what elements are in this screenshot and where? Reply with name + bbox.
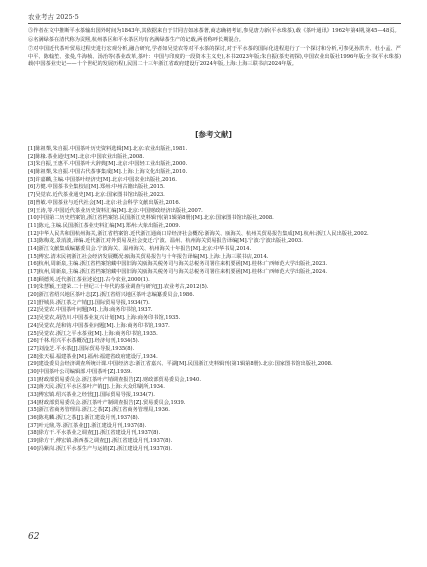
reference-item: [21]舒城县.浙江茶之产销[J].国际贸易导报,1934(7). (28, 299, 150, 306)
reference-item: [14]浙江文献集成编纂委员会.宁波海关、温州海关、杭州海关十年报告[M].北京:中华书局,2014. (28, 245, 252, 252)
reference-item: [30]中国茶叶公司编辑部.中国茶叶[Z].1939. (28, 368, 132, 375)
reference-item: [31]财政部贸易委员会.浙江茶叶产销调查报告[Z].财政部贸易委员会,1940. (28, 376, 201, 383)
reference-item: [11]陈元,主编.民国浙江茶业史料汇编[M].郑州:大象出版社,2009. (28, 222, 181, 229)
journal-header: 农业考古 2025·5 (28, 13, 79, 21)
reference-item: [34]财政部贸易委员会.浙江茶叶产制调查报告[Z].贸易委员会,1939. (28, 399, 186, 406)
reference-item: [18]顾德英.近代浙江茶业述论[J].古今农业,2000(1). (28, 276, 150, 283)
reference-item: [13]陈梅龙,景消波,译编.近代浙江对外贸易及社会变迁:宁波、温州、杭州海关贸易报告译编[M].宁波:宁波出版社,2003. (28, 238, 303, 245)
reference-item: [38]徐方干.平水茶业之调查[J].浙江省建设月刊,1937(8). (28, 430, 161, 437)
reference-item: [26]千林.绍兴平水茶概况[J].经济旬刊,1934(5). (28, 338, 140, 345)
reference-item: [16]杭州,周新泉,主编.浙江省档案馆藏中国旧海关瓯海关税务司与海关总税务司署往来机要函[M].桂林:广西师范大学出版社,2023. (28, 261, 328, 268)
reference-item: [8]曾敏.中国茶业与近代社会[M].北京:社会科学文献出版社,2016. (28, 199, 181, 206)
reference-item: [24]吴觉农,范和钧.中国茶业问题[M].上海:商务印书馆,1937. (28, 322, 170, 329)
reference-item: [2]陈椽.茶业通史[M].北京:中国农业出版社,2008. (28, 153, 145, 160)
footnote-5: ⑤作者在文中推断平水茶输出国外时间为1843年,其依据来自于甘同吉如冰茶著,商志确初考证,参见唐力新(平水珠茶),载《茶叶通讯》1962年第4期,第45—48页。 (28, 28, 400, 34)
references-list (28, 146, 401, 454)
reference-item: [3]朱自振,王惠平.中国茶叶大辞典[M].北京:中国轻工业出版社,2000. (28, 161, 188, 168)
reference-item: [40]冯紫岗.浙江平水茶生产与运销[Z].浙江建设月刊,1937(8). (28, 445, 173, 452)
footnotes (28, 28, 401, 70)
reference-item: [28]张天福.福建茶业[M].福州:福建省政府建设厅,1934. (28, 353, 158, 360)
reference-item: [27]刘淦芝.平水茶[J].国际贸易导报,1935(8). (28, 345, 135, 352)
reference-item: [15]傅宏.清末民初浙江社会经济发展概况:瓯海关贸易报告与十年报告译编[M].上海:上海三联书店,2014. (28, 253, 269, 260)
reference-item: [23]吴觉农,胡浩川.中国茶业复兴计划[M].上海:商务印书馆,1935. (28, 315, 181, 322)
reference-item: [33]傅宏镇.绍兴茶业之经营[J].国际贸易导报,1934(7). (28, 392, 155, 398)
reference-item: [25]吴觉农.浙江之平水茶业[M].上海:商务印书馆,1935. (28, 330, 158, 337)
page-number: 62 (28, 532, 40, 542)
reference-item: [35]浙江省商务管理局.浙江之茶[Z].浙江省商务管理局,1936. (28, 407, 170, 414)
reference-item: [9]王涛,等.中国近代茶业历史资料汇编[M].北京:中国财政经济出版社,2007. (28, 207, 203, 214)
reference-item: [12]中华人民共和国杭州海关,浙江省档案馆.近代浙江通商口岸经济社会概况:浙海关、瓯海关、杭州关贸易报告集成[M].杭州:浙江人民出版社,2002. (28, 230, 369, 237)
reference-item: [5]许嘉麟,主编.中国茶叶经济史[M].北京:中国农业出版社,2016. (28, 176, 177, 183)
reference-item: [37]叶元鼎,等.浙江茶业[J].浙江建设月刊,1937(8). (28, 422, 147, 429)
header-rule (28, 23, 401, 24)
references-title: [参考文献] (195, 130, 232, 139)
reference-item: [39]徐方干,傅宏镇.浙西茶之调查[J].浙江省建设月刊,1937(8). (28, 438, 173, 445)
reference-item: [20]浙江省绍兴地区茶叶志[Z].浙江省绍兴地区茶叶志编纂委员会,1986. (28, 292, 195, 299)
footnote-7: ⑦对中国近代茶叶贸易过程史进行宏观分析,融合研究,学者如吴觉农等对平水茶的探讨,对于平水茶的国际化进程进行了一个探讨和分析,可参见孙洪升、杜小孟、严中平、陈翰笙、张曼,牛海桢、汤治等(茶业改革,茶叶：中国与印度的一段资本主义史),本书2023年版;朱自振(茶史初探),中国农业出版社1996年版;全书(平水珠茶)载(中国茶业史记——十个世纪的发展历程),民国二十三年浙江省政府建设厅2024年版,上海:上海三联书店2024年版。 (28, 46, 401, 68)
reference-item: [22]吴觉农.中国茶叶问题[M].上海:商务印书馆,1937. (28, 307, 153, 314)
reference-item: [7]吴觉农.近代茶业通史[M].北京:国家图书馆出版社,2023. (28, 192, 165, 199)
reference-item: [17]杭州,周新泉,主编.浙江省档案馆藏中国旧海关瓯海关税务司与海关总税务司署往来机要函[M].桂林:广西师范大学出版社,2024. (28, 269, 328, 275)
reference-item: [6]方健.中国茶书全集校证[M].郑州:中州古籍出版社,2015. (28, 184, 165, 191)
reference-item: [32]蒋天民.浙江平水区茶叶产销[J].上海:大众印刷所,1934. (28, 384, 165, 391)
reference-item: [36]陈兆麟.浙江之茶[J].浙江建设月刊,1937(8). (28, 415, 140, 422)
footnote-6: ⑥名满绿茶在清代称为贡熙,杭州茶区和平水茶区均有名满绿茶生产的记载,两者称呼长期混合。 (28, 37, 244, 44)
reference-item: [4]陈祖槼,朱自振.中国古代茶事集成[M].上海:上海文化出版社,2010. (28, 169, 188, 176)
reference-item: [10]中国第二历史档案馆,浙江省档案馆.民国浙江史料辑刊(第1辑第8册)[M].北京:国家图书馆出版社,2008. (28, 215, 274, 222)
reference-item: [1]陈祖槼,朱自振.中国茶叶历史资料选辑[M].北京:农业出版社,1981. (28, 146, 188, 152)
reference-item: [29]建设委员会经济调查所统计课.中国经济志:浙江省嘉兴、平湖[M].民国浙江史料辑刊(第1辑第8册).北京:国家图书馆出版社,2008. (28, 361, 333, 368)
reference-item: [19]朱慧颖,王建荣.二十世纪三十年代的茶业调查与研究[J].农业考古,2012(5). (28, 284, 209, 291)
